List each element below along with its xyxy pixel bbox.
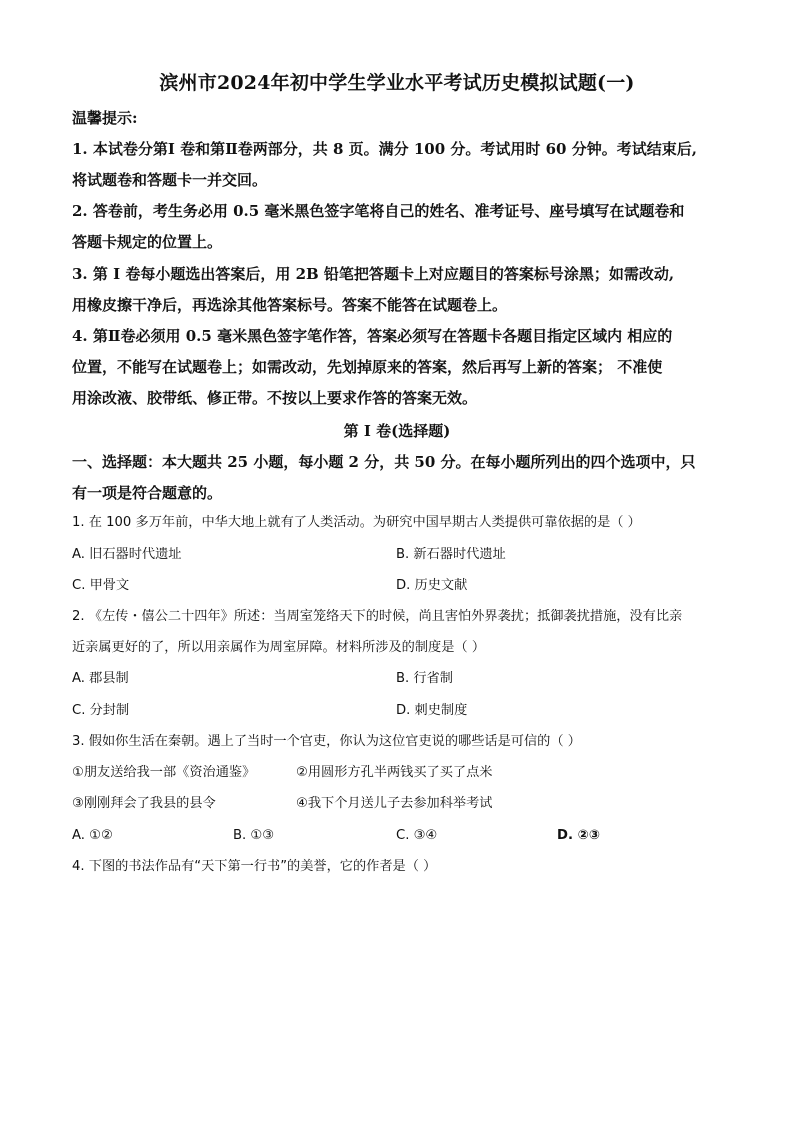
question-2-stem-line-2: 近亲属更好的了，所以用亲属作为周室屏障。材料所涉及的制度是（ ） bbox=[72, 640, 486, 655]
question-3-statement-1: ①朋友送给我一部《资治通鉴》 bbox=[72, 765, 256, 780]
section-instruction-line-1: 一、选择题：本大题共 25 小题，每小题 2 分，共 50 分。在每小题所列出的四个选项中，只 bbox=[72, 453, 696, 471]
question-3-option-d: D. ②③ bbox=[557, 828, 600, 843]
exam-title: 滨州市2024年初中学生学业水平考试历史模拟试题(一) bbox=[159, 72, 635, 94]
question-3-statement-3: ③刚刚拜会了我县的县令 bbox=[72, 796, 216, 811]
section-title: 第 Ⅰ 卷(选择题) bbox=[343, 422, 451, 440]
notice-line-5: 3. 第 Ⅰ 卷每小题选出答案后，用 2B 铅笔把答题卡上对应题目的答案标号涂黑；如需改动, bbox=[72, 265, 675, 283]
notice-line-2: 将试题卷和答题卡一并交回。 bbox=[72, 171, 268, 189]
section-instruction-line-2: 有一项是符合题意的。 bbox=[72, 484, 223, 502]
question-3-statement-4: ④我下个月送儿子去参加科举考试 bbox=[296, 796, 493, 811]
notice-line-9: 用涂改液、胶带纸、修正带。不按以上要求作答的答案无效。 bbox=[72, 389, 478, 407]
question-2-option-d: D. 刺史制度 bbox=[396, 703, 468, 718]
notice-line-1: 1. 本试卷分第Ⅰ 卷和第Ⅱ卷两部分，共 8 页。满分 100 分。考试用时 60 分钟。考试结束后, bbox=[72, 140, 697, 158]
question-3-option-a: A. ①② bbox=[72, 828, 113, 843]
question-3-option-c: C. ③④ bbox=[396, 828, 438, 843]
notice-line-8: 位置，不能写在试题卷上；如需改动，先划掉原来的答案，然后再写上新的答案； 不准使 bbox=[72, 358, 663, 376]
question-3-stem: 3. 假如你生活在秦朝。遇上了当时一个官吏，你认为这位官吏说的哪些话是可信的（ ） bbox=[72, 734, 581, 749]
question-3-statement-2: ②用圆形方孔半两钱买了买了点米 bbox=[296, 765, 493, 780]
question-1-option-d: D. 历史文献 bbox=[396, 578, 468, 593]
question-1-option-c: C. 甲骨文 bbox=[72, 578, 130, 593]
question-1-stem: 1. 在 100 多万年前，中华大地上就有了人类活动。为研究中国早期古人类提供可靠依据的是（ ） bbox=[72, 515, 641, 530]
notice-line-7: 4. 第Ⅱ卷必须用 0.5 毫米黑色签字笔作答，答案必须写在答题卡各题目指定区域内 相应的 bbox=[72, 327, 673, 345]
question-2-stem-line-1: 2. 《左传・僖公二十四年》所述：当周室笼络天下的时候，尚且害怕外界袭扰；抵御袭扰措施，没有比亲 bbox=[72, 609, 683, 624]
question-2-option-a: A. 郡县制 bbox=[72, 671, 129, 686]
notice-line-6: 用橡皮擦干净后，再选涂其他答案标号。答案不能答在试题卷上。 bbox=[72, 296, 508, 314]
question-1-option-a: A. 旧石器时代遗址 bbox=[72, 547, 182, 562]
notice-heading: 温馨提示: bbox=[72, 109, 138, 127]
question-1-option-b: B. 新石器时代遗址 bbox=[396, 547, 506, 562]
question-3-option-b: B. ①③ bbox=[233, 828, 275, 843]
question-2-option-b: B. 行省制 bbox=[396, 671, 453, 686]
notice-line-3: 2. 答卷前，考生务必用 0.5 毫米黑色签字笔将自己的姓名、准考证号、座号填写在试题卷和 bbox=[72, 202, 685, 220]
notice-line-4: 答题卡规定的位置上。 bbox=[72, 233, 223, 251]
question-4-stem: 4. 下图的书法作品有“天下第一行书”的美誉，它的作者是（ ） bbox=[72, 859, 437, 874]
question-2-option-c: C. 分封制 bbox=[72, 703, 130, 718]
